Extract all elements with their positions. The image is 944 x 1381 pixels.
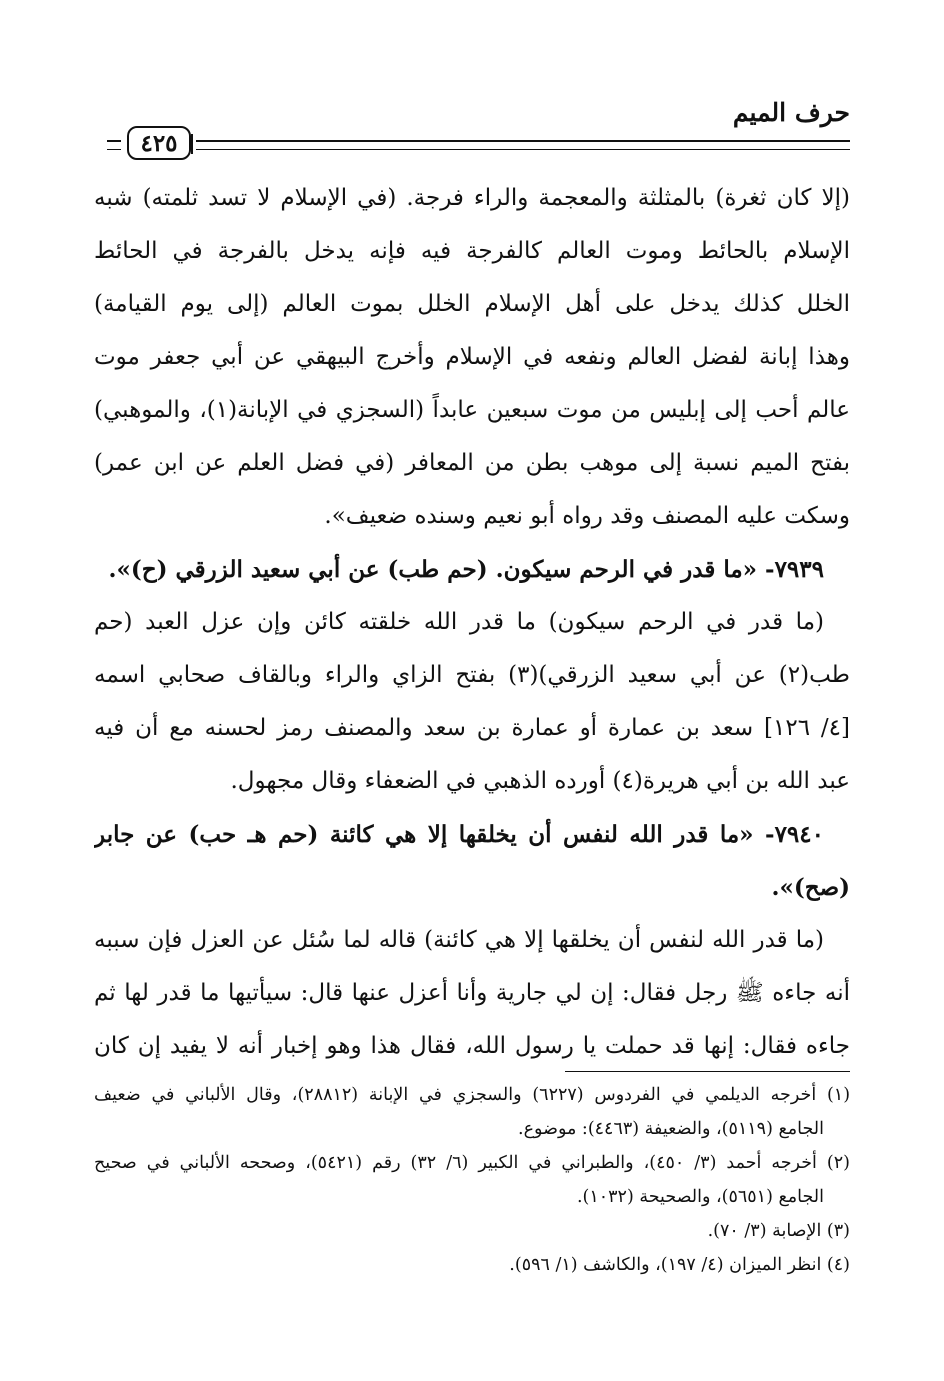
- footnote-2-cont: الجامع (٥٦٥١)، والصحيحة (١٠٣٢).: [576, 1187, 824, 1207]
- hadith-7939: ٧٩٣٩- «ما قدر في الرحم سيكون. (حم طب) عن أبي سعيد الزرقي (ح)».: [108, 556, 824, 583]
- header-rule-end: [107, 140, 121, 150]
- text-line: عبد الله بن أبي هريرة(٤) أورده الذهبي في الضعفاء وقال مجهول.: [230, 768, 850, 794]
- footnote-1-cont: الجامع (٥١١٩)، والضعيفة (٤٤٦٣): موضوع.: [518, 1119, 824, 1139]
- text-line: الإسلام بالحائط وموت العالم كالفرجة فيه فإنه يدخل بالفرجة في الحائط: [94, 238, 850, 264]
- hadith-7940: ٧٩٤٠- «ما قدر الله لنفس أن يخلقها إلا هي كائنة (حم هـ حب) عن جابر: [94, 821, 824, 848]
- text-line: الخلل كذلك يدخل على أهل الإسلام الخلل بموت العالم (إلى يوم القيامة): [94, 291, 850, 317]
- footnote-separator: [565, 1071, 850, 1072]
- text-line: (إلا كان ثغرة) بالمثلثة والمعجمة والراء فرجة. (في الإسلام لا تسد ثلمته) شبه: [94, 185, 850, 211]
- footnote-4: (٤) انظر الميزان (٤/ ١٩٧)، والكاشف (١/ ٥٩٦).: [509, 1255, 850, 1275]
- text-line: جاءه فقال: إنها قد حملت يا رسول الله، فقال هذا وهو إخبار أنه لا يفيد إن كان: [94, 1033, 850, 1059]
- text-line: وسكت عليه المصنف وقد رواه أبو نعيم وسنده ضعيف».: [324, 503, 850, 529]
- footnote-2: (٢) أخرجه أحمد (٣/ ٤٥٠)، والطبراني في الكبير (٦/ ٣٢) رقم (٥٤٢١)، وصححه الألباني في صحيح: [94, 1153, 850, 1173]
- text-line: عالم أحب إلى إبليس من موت سبعين عابداً (السجزي في الإبانة(١)، والموهبي): [94, 397, 850, 423]
- text-line: (ما قدر في الرحم سيكون) ما قدر الله خلقته كائن وإن عزل العبد (حم: [94, 609, 824, 635]
- page-number: ٤٢٥: [127, 126, 191, 160]
- text-line: وهذا إبانة لفضل العالم ونفعه في الإسلام وأخرج البيهقي عن أبي جعفر موت: [94, 344, 850, 370]
- footnote-3: (٣) الإصابة (٣/ ٧٠).: [707, 1221, 850, 1241]
- running-title: حرف الميم: [732, 98, 850, 127]
- text-line: [٤/ ١٢٦] سعد بن عمارة أو عمارة بن سعد والمصنف رمز لحسنه مع أن فيه: [94, 715, 850, 741]
- header-rule: [196, 140, 850, 150]
- hadith-7940-grade: (صح)».: [771, 874, 850, 901]
- footnotes: [94, 1078, 850, 1282]
- text-line: (ما قدر الله لنفس أن يخلقها إلا هي كائنة) قاله لما سُئل عن العزل فإن سببه: [94, 927, 824, 953]
- text-line: طب(٢) عن أبي سعيد الزرقي)(٣) بفتح الزاي والراء وبالقاف صحابي اسمه: [94, 662, 850, 688]
- footnote-1: (١) أخرجه الديلمي في الفردوس (٦٢٢٧) والسجزي في الإبانة (٢٨٨١٢)، وقال الألباني في ضعيف: [94, 1085, 850, 1105]
- main-text: [94, 172, 850, 1073]
- text-line: بفتح الميم نسبة إلى موهب بطن من المعافر (في فضل العلم عن ابن عمر): [94, 450, 850, 476]
- text-line: أنه جاءه ﷺ رجل فقال: إن لي جارية وأنا أعزل عنها قال: سيأتيها ما قدر لها ثم: [94, 980, 850, 1006]
